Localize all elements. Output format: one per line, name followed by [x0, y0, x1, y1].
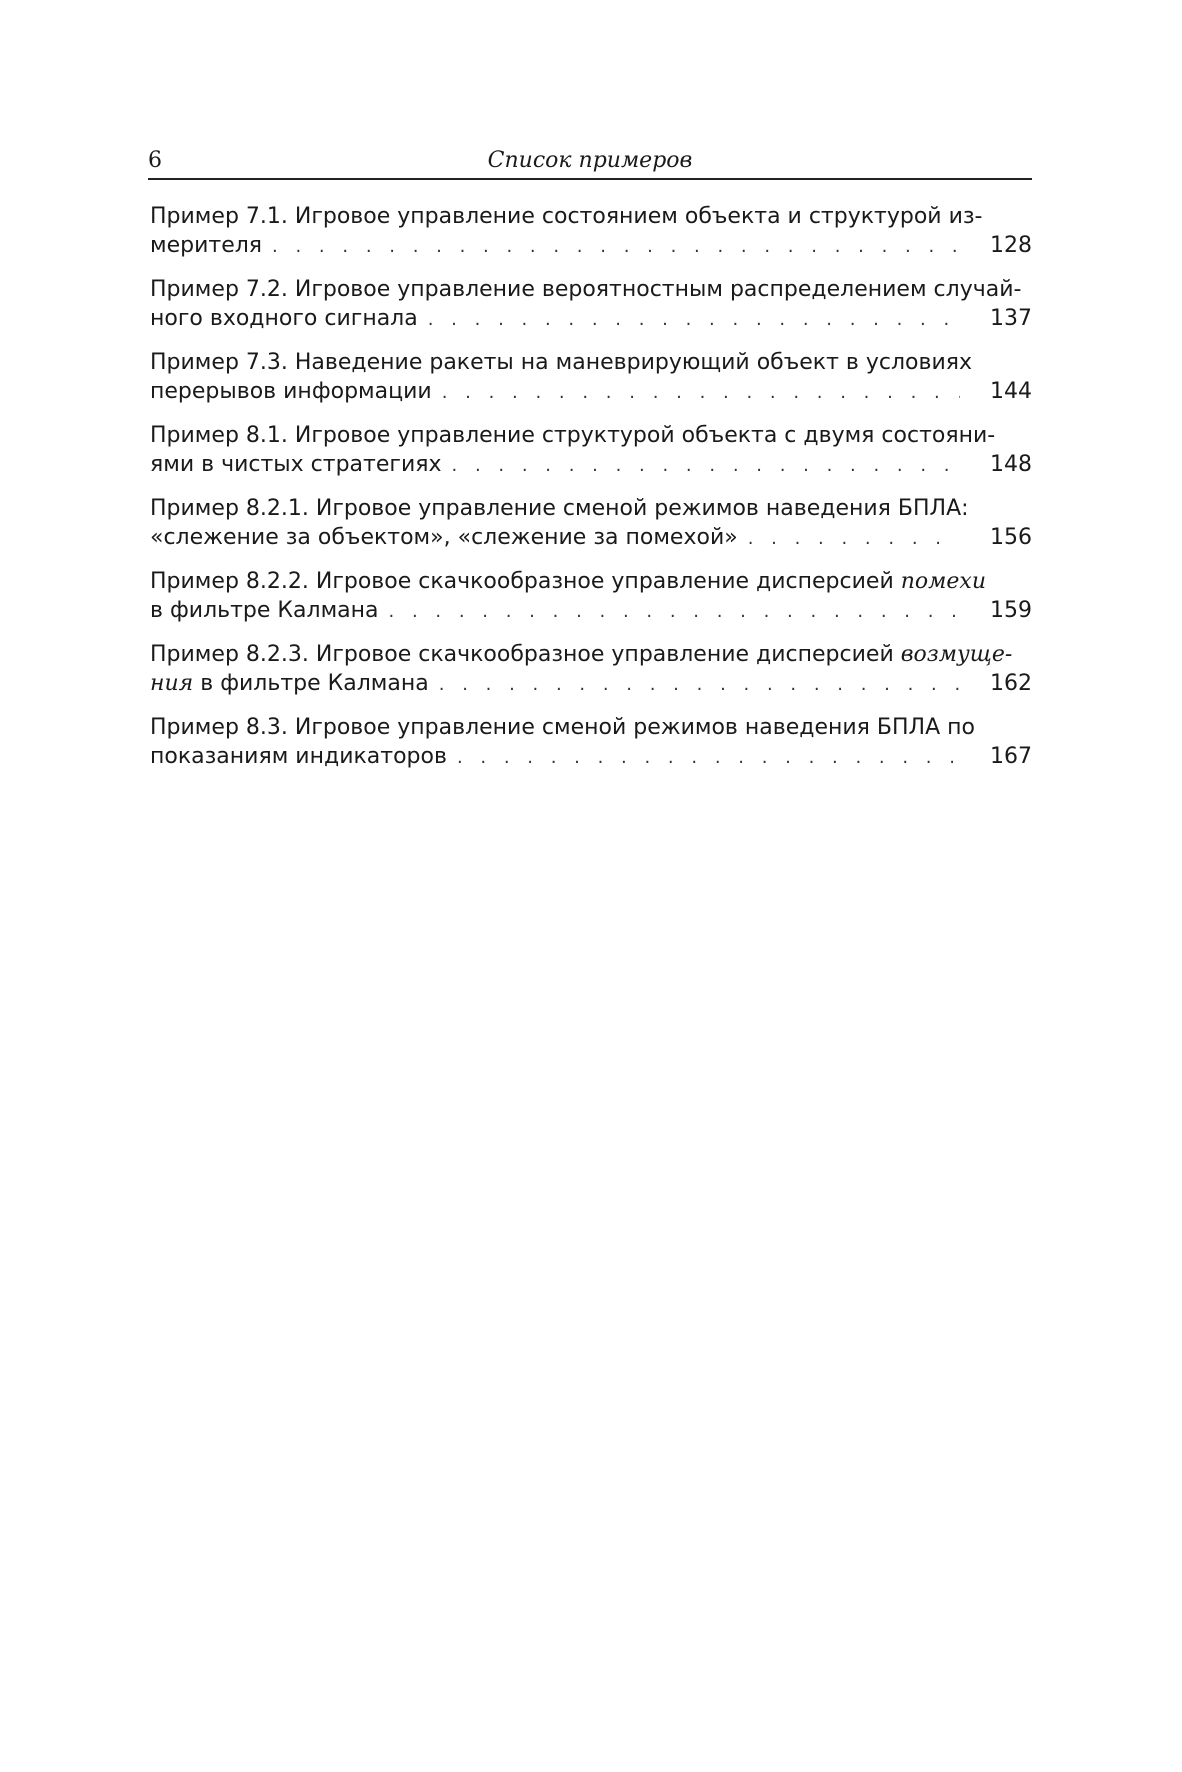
toc-entry-7-2[interactable] [150, 275, 1032, 334]
entry-title-line1: Пример 8.2.1. Игровое управление сменой режимов наведения БПЛА: [150, 496, 969, 521]
dot-leader [442, 378, 960, 407]
entry-page-number: 128 [990, 233, 1032, 258]
dot-leader [457, 743, 960, 772]
toc-entry-8-2-3[interactable] [150, 640, 1032, 699]
dot-leader [428, 305, 960, 334]
entry-title-italic: помехи [900, 569, 986, 594]
entry-page-number: 162 [990, 671, 1032, 696]
entry-title-line2: мерителя [150, 233, 263, 258]
dot-leader [272, 232, 960, 261]
entry-title-line1 [150, 567, 986, 596]
entry-title-text: Пример 8.2.3. Игровое скачкообразное управление дисперсией [150, 642, 894, 667]
toc-entry-8-1[interactable] [150, 421, 1032, 480]
entry-title-text: Пример 8.2.2. Игровое скачкообразное управление дисперсией [150, 569, 894, 594]
entry-title-italic: возмуще- [900, 642, 1013, 667]
page-number: 6 [148, 148, 162, 173]
entry-title-line2: «слежение за объектом», «слежение за помехой» [150, 525, 738, 550]
dot-leader [439, 670, 960, 699]
entry-title-line2 [150, 669, 429, 698]
entry-title-line2: ями в чистых стратегиях [150, 452, 442, 477]
toc-entry-7-3[interactable] [150, 348, 1032, 407]
entry-title-italic: ния [150, 671, 194, 696]
entry-page-number: 148 [990, 452, 1032, 477]
entry-page-number: 144 [990, 379, 1032, 404]
toc-entry-8-2-1[interactable] [150, 494, 1032, 553]
dot-leader [452, 451, 961, 480]
entry-title-line1: Пример 8.3. Игровое управление сменой режимов наведения БПЛА по [150, 715, 975, 740]
entry-title-line1: Пример 8.1. Игровое управление структурой объекта с двумя состояни- [150, 423, 996, 448]
toc-entry-8-2-2[interactable] [150, 567, 1032, 626]
toc-entry-8-3[interactable] [150, 713, 1032, 772]
entry-title-line2: в фильтре Калмана [150, 598, 379, 623]
dot-leader [389, 597, 960, 626]
running-title: Список примеров [487, 148, 693, 173]
examples-list [150, 202, 1032, 786]
entry-title-line1: Пример 7.3. Наведение ракеты на маневрирующий объект в условиях [150, 350, 973, 375]
toc-entry-7-1[interactable] [150, 202, 1032, 261]
entry-title-text: в фильтре Калмана [200, 671, 429, 696]
entry-title-line2: ного входного сигнала [150, 306, 418, 331]
entry-page-number: 159 [990, 598, 1032, 623]
entry-title-line2: перерывов информации [150, 379, 432, 404]
entry-title-line1: Пример 7.2. Игровое управление вероятностным распределением случай- [150, 277, 1022, 302]
dot-leader [748, 524, 960, 553]
running-header [148, 146, 1032, 180]
entry-page-number: 137 [990, 306, 1032, 331]
entry-title-line2: показаниям индикаторов [150, 744, 447, 769]
entry-page-number: 156 [990, 525, 1032, 550]
entry-title-line1: Пример 7.1. Игровое управление состоянием объекта и структурой из- [150, 204, 983, 229]
entry-title-line1 [150, 640, 1013, 669]
entry-page-number: 167 [990, 744, 1032, 769]
